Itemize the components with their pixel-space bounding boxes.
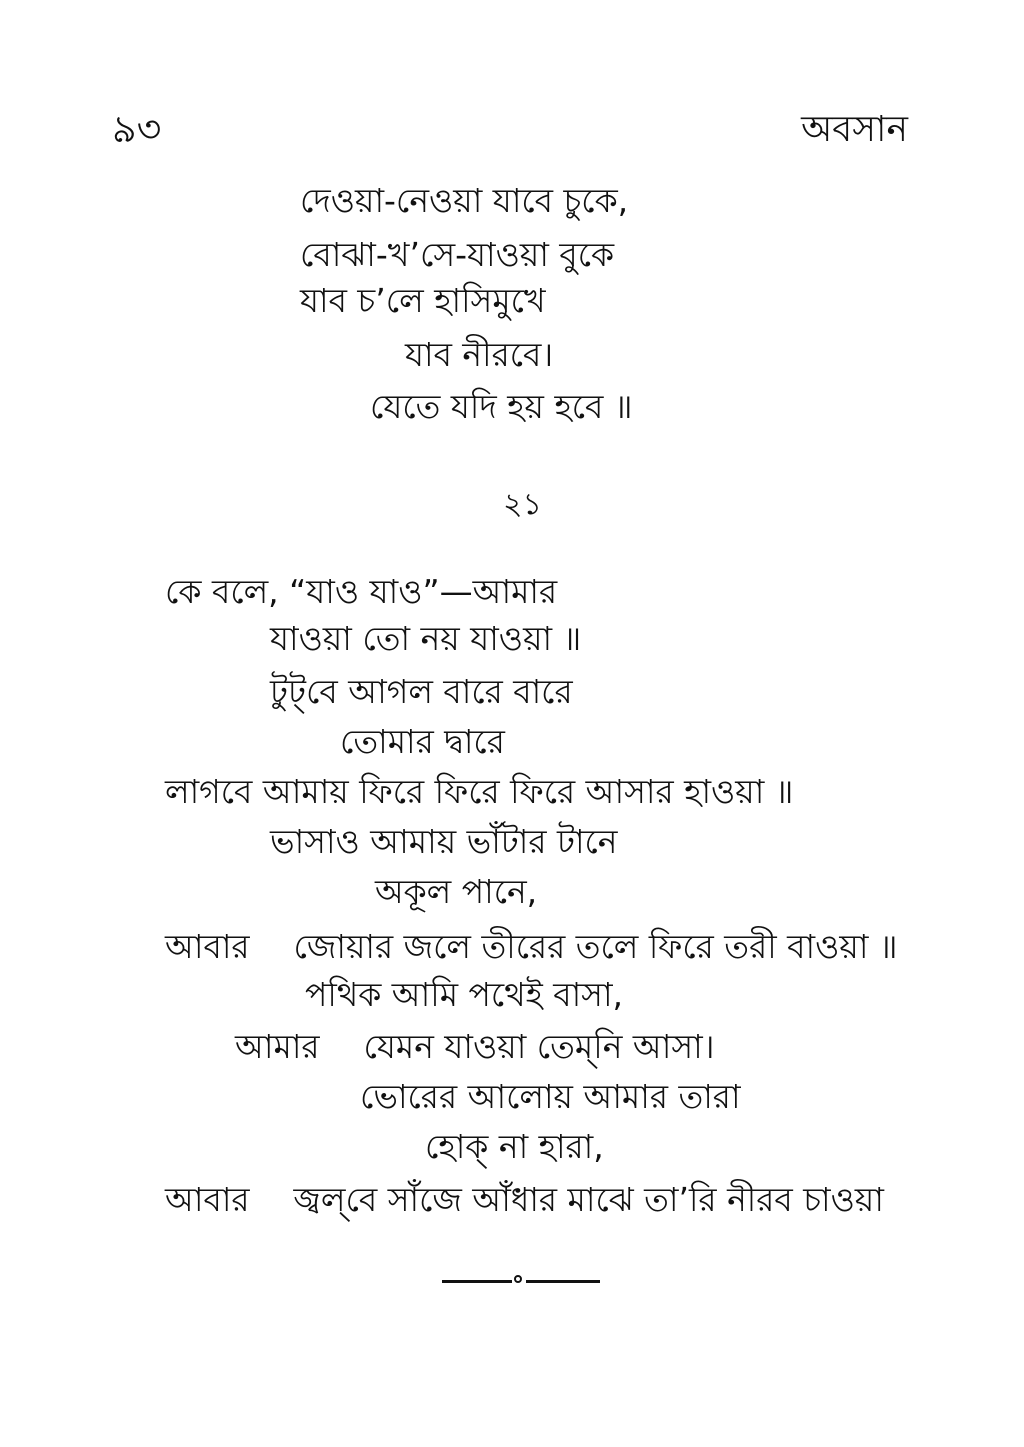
verse-line: কে বলে, “যাও যাও”—আমার: [165, 572, 558, 611]
verse-prefix: আমার: [235, 1027, 320, 1066]
verse-line: বোঝা-খ’সে-যাওয়া বুকে: [300, 235, 615, 274]
verse-line: যাব নীরবে।: [405, 335, 554, 374]
verse-prefix: আবার: [165, 1180, 250, 1219]
verse-text: জ্বল্‌বে সাঁজে আঁধার মাঝে তা’রি নীরব চাওয়া: [293, 1180, 884, 1219]
verse-line: ভোরের আলোয় আমার তারা: [360, 1077, 741, 1116]
verse-prefix: আবার: [165, 927, 250, 966]
verse-line: লাগবে আমায় ফিরে ফিরে ফিরে আসার হাওয়া ॥: [165, 772, 794, 811]
verse-text: যেমন যাওয়া তেম্‌নি আসা।: [363, 1027, 715, 1066]
verse-line: অকূল পানে,: [375, 872, 538, 911]
ornament-circle: [514, 1275, 522, 1283]
page-number: ৯৩: [112, 107, 162, 151]
verse-line: হোক্‌ না হারা,: [425, 1127, 604, 1166]
verse-line: যেতে যদি হয় হবে ॥: [370, 387, 633, 426]
running-title: অবসান: [801, 109, 908, 150]
verse-line: টুট্‌বে আগল বারে বারে: [270, 672, 573, 711]
section-end-ornament: [442, 1270, 600, 1290]
verse-line: ভাসাও আমায় ভাঁটার টানে: [270, 822, 618, 861]
verse-text: জোয়ার জলে তীরের তলে ফিরে তরী বাওয়া ॥: [293, 927, 898, 966]
ornament-rule-left: [442, 1280, 512, 1283]
song-number: ২১: [503, 487, 542, 522]
verse-line-with-prefix: [165, 927, 898, 966]
verse-line: যাব চ’লে হাসিমুখে: [300, 281, 546, 320]
ornament-rule-right: [526, 1280, 600, 1283]
verse-line-with-prefix: [235, 1027, 715, 1066]
verse-line: যাওয়া তো নয় যাওয়া ॥: [270, 619, 582, 658]
verse-line: তোমার দ্বারে: [340, 722, 505, 761]
verse-line-with-prefix: [165, 1180, 884, 1219]
verse-line: দেওয়া-নেওয়া যাবে চুকে,: [300, 181, 629, 220]
verse-line: পথিক আমি পথেই বাসা,: [305, 975, 624, 1014]
